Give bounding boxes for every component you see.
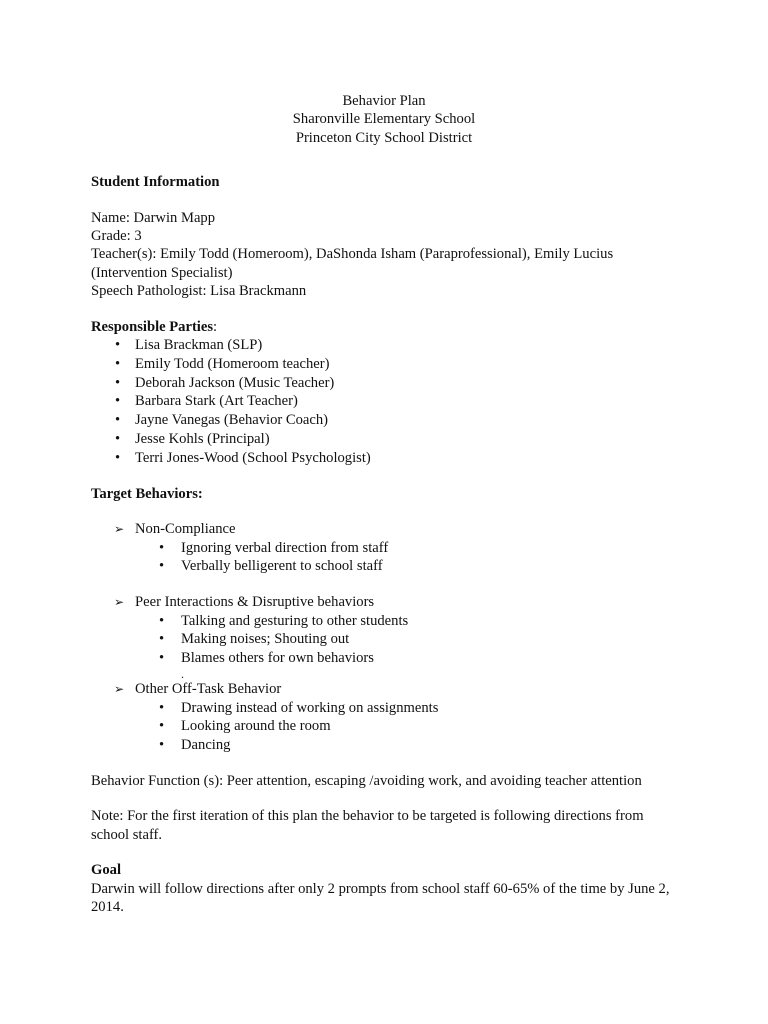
list-item bbox=[91, 699, 691, 718]
list-item-text: Drawing instead of working on assignments bbox=[181, 699, 439, 716]
behavior-group-label: Other Off-Task Behavior bbox=[135, 681, 282, 698]
arrow-bullet-icon: ➢ bbox=[114, 521, 125, 536]
list-item bbox=[91, 355, 691, 374]
behavior-group-label: Non-Compliance bbox=[135, 520, 236, 537]
list-item-text: Deborah Jackson (Music Teacher) bbox=[135, 374, 335, 391]
bullet-icon: • bbox=[159, 718, 165, 735]
list-item bbox=[91, 649, 691, 668]
list-item bbox=[91, 612, 691, 631]
goal-text: Darwin will follow directions after only 2 prompts from school staff 60-65% of the time by June 2, 2014. bbox=[91, 880, 670, 916]
list-item bbox=[91, 736, 691, 755]
list-item bbox=[91, 449, 691, 468]
district-name: Princeton City School District bbox=[295, 129, 473, 146]
list-item bbox=[91, 539, 691, 558]
document-title: Behavior Plan bbox=[342, 93, 426, 109]
student-name: Name: Darwin Mapp bbox=[91, 209, 216, 226]
stray-period: . bbox=[181, 667, 184, 682]
behavior-group-label: Peer Interactions & Disruptive behaviors bbox=[135, 594, 375, 611]
list-item-text: Making noises; Shouting out bbox=[181, 631, 350, 648]
arrow-bullet-icon: ➢ bbox=[114, 595, 125, 610]
list-item bbox=[91, 336, 691, 355]
list-item-text: Lisa Brackman (SLP) bbox=[135, 336, 263, 353]
list-item-text: Emily Todd (Homeroom teacher) bbox=[135, 355, 330, 372]
list-item-text: Dancing bbox=[181, 737, 231, 754]
responsible-heading-colon: : bbox=[213, 318, 218, 335]
speech-pathologist: Speech Pathologist: Lisa Brackmann bbox=[91, 283, 307, 300]
document-page bbox=[91, 92, 691, 916]
list-item bbox=[91, 392, 691, 411]
list-item bbox=[91, 411, 691, 430]
bullet-icon: • bbox=[159, 558, 165, 575]
bullet-icon: • bbox=[115, 374, 121, 391]
goal-heading: Goal bbox=[91, 862, 121, 879]
list-item-text: Verbally belligerent to school staff bbox=[181, 558, 383, 575]
behavior-sublist bbox=[91, 539, 691, 577]
target-behaviors-heading: Target Behaviors: bbox=[91, 485, 203, 502]
behavior-sublist bbox=[91, 699, 691, 755]
bullet-icon: • bbox=[159, 612, 165, 629]
list-item bbox=[91, 717, 691, 736]
bullet-icon: • bbox=[115, 412, 121, 429]
behavior-group-peer-interactions bbox=[91, 593, 691, 612]
list-item-text: Blames others for own behaviors bbox=[181, 650, 374, 667]
bullet-icon: • bbox=[115, 355, 121, 372]
bullet-icon: • bbox=[115, 449, 121, 466]
responsible-parties-list bbox=[91, 336, 691, 468]
list-item-text: Jesse Kohls (Principal) bbox=[135, 430, 270, 447]
responsible-parties-heading bbox=[91, 318, 691, 336]
list-item-text: Terri Jones-Wood (School Psychologist) bbox=[135, 449, 371, 466]
bullet-icon: • bbox=[159, 539, 165, 556]
list-item bbox=[91, 557, 691, 576]
list-item-text: Barbara Stark (Art Teacher) bbox=[135, 393, 298, 410]
list-item-text: Ignoring verbal direction from staff bbox=[181, 539, 389, 556]
behavior-group-non-compliance bbox=[91, 520, 691, 539]
document-header bbox=[91, 92, 677, 147]
school-name: Sharonville Elementary School bbox=[292, 111, 476, 128]
bullet-icon: • bbox=[115, 336, 121, 353]
bullet-icon: • bbox=[159, 631, 165, 648]
list-item bbox=[91, 374, 691, 393]
arrow-bullet-icon: ➢ bbox=[114, 682, 125, 697]
bullet-icon: • bbox=[159, 737, 165, 754]
list-item bbox=[91, 630, 691, 649]
responsible-heading-text: Responsible Parties bbox=[91, 318, 214, 335]
bullet-icon: • bbox=[115, 393, 121, 410]
list-item bbox=[91, 430, 691, 449]
student-info-heading: Student Information bbox=[91, 174, 220, 191]
list-item-text: Jayne Vanegas (Behavior Coach) bbox=[135, 412, 329, 429]
plan-note: Note: For the first iteration of this plan the behavior to be targeted is following directions from school staff. bbox=[91, 808, 644, 843]
behavior-sublist bbox=[91, 612, 691, 668]
behavior-group-off-task bbox=[91, 680, 691, 699]
student-teachers: Teacher(s): Emily Todd (Homeroom), DaShonda Isham (Paraprofessional), Emily Lucius (Intervention Specialist) bbox=[91, 246, 614, 281]
list-item-text: Talking and gesturing to other students bbox=[181, 612, 409, 629]
behavior-function: Behavior Function (s): Peer attention, escaping /avoiding work, and avoiding teacher attention bbox=[91, 773, 642, 790]
list-item-text: Looking around the room bbox=[181, 718, 331, 735]
bullet-icon: • bbox=[115, 430, 121, 447]
bullet-icon: • bbox=[159, 699, 165, 716]
bullet-icon: • bbox=[159, 650, 165, 667]
student-grade: Grade: 3 bbox=[91, 227, 142, 244]
